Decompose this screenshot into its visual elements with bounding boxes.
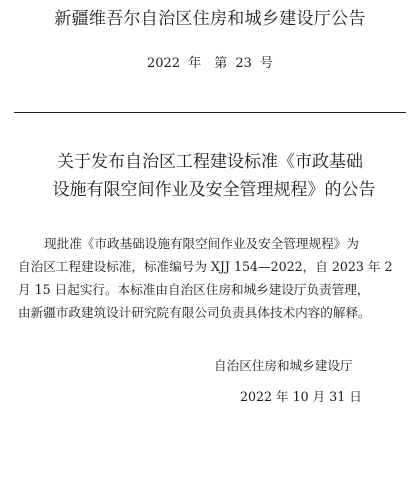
issue-date: 2022 年 10 月 31 日 — [240, 389, 362, 404]
issuing-organization: 自治区住房和城乡建设厅 — [214, 358, 353, 373]
notice-title-line-2: 设施有限空间作业及安全管理规程》的公告 — [52, 180, 376, 200]
body-line-3: 月 15 日起实行。本标准由自治区住房和城乡建设厅负责管理， — [18, 282, 370, 297]
header-divider — [14, 112, 406, 113]
issue-number: 2022 年 第 23 号 — [146, 56, 274, 71]
body-line-4: 由新疆市政建筑设计研究院有限公司负责具体技术内容的解释。 — [18, 305, 371, 320]
agency-announcement-heading: 新疆维吾尔自治区住房和城乡建设厅公告 — [54, 9, 366, 29]
body-line-1: 现批准《市政基础设施有限空间作业及安全管理规程》为 — [44, 236, 359, 251]
notice-title-line-1: 关于发布自治区工程建设标准《市政基础 — [57, 152, 363, 172]
notice-body — [18, 232, 404, 324]
body-line-2: 自治区工程建设标准，标准编号为 XJJ 154—2022，自 2023 年 2 — [18, 259, 393, 274]
notice-title — [0, 148, 420, 204]
